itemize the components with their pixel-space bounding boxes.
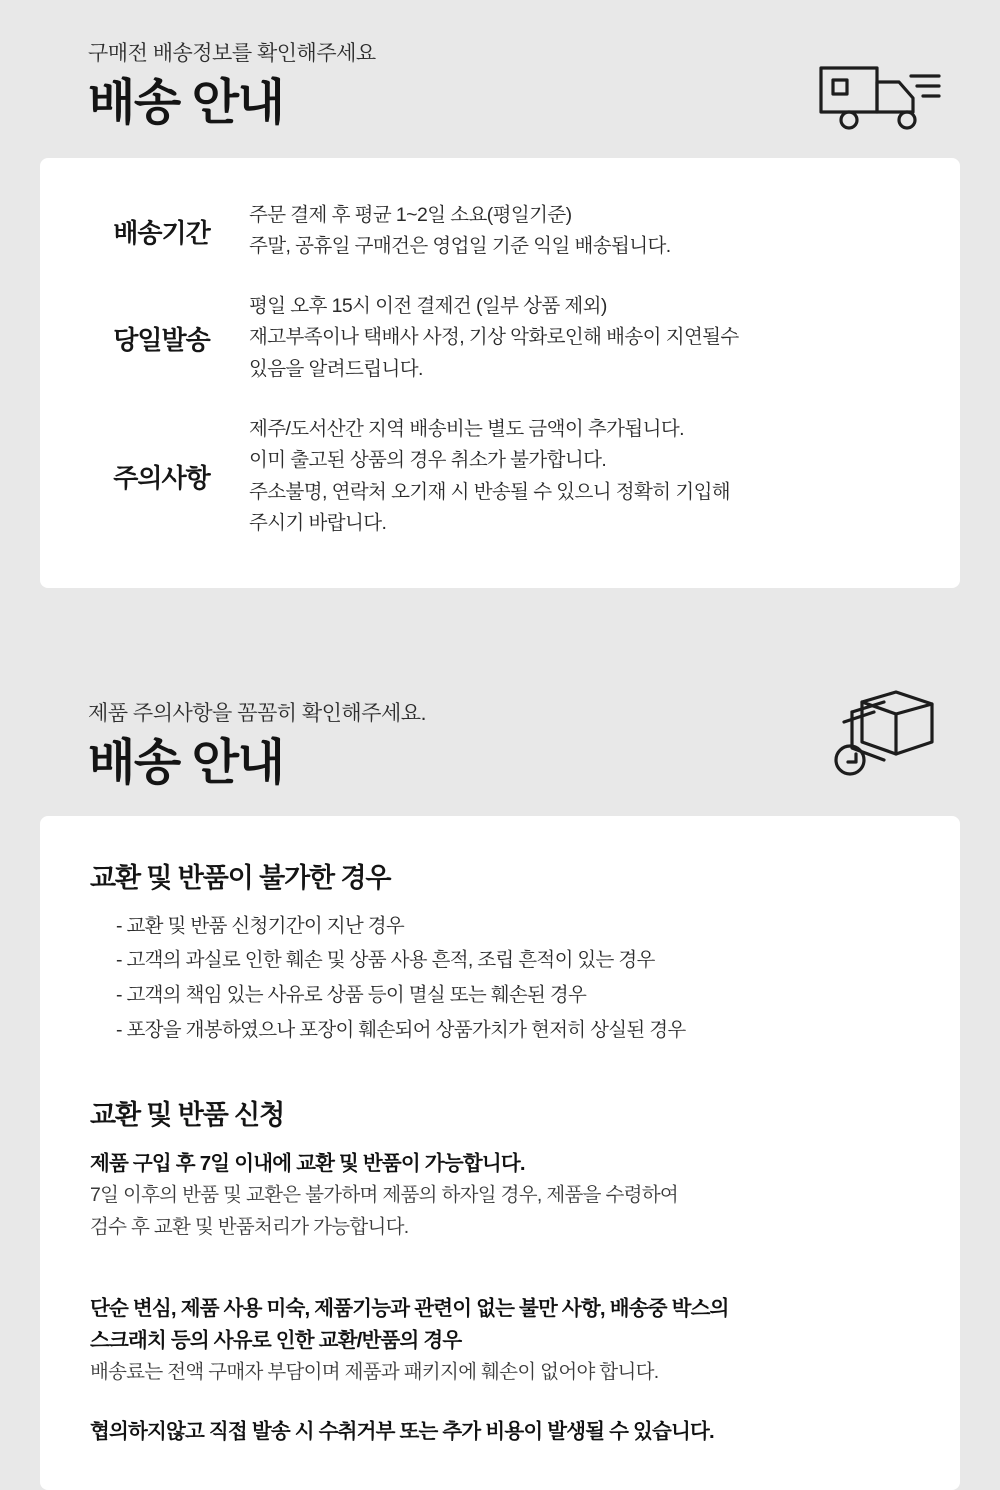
row-label: 배송기간 <box>113 217 210 248</box>
row-line: 평일 오후 15시 이전 결제건 (일부 상품 제외) <box>249 294 607 317</box>
direct-shipping-warning: 협의하지않고 직접 발송 시 수취거부 또는 추가 비용이 발생될 수 있습니다. <box>90 1420 714 1444</box>
row-line: 이미 출고된 상품의 경우 취소가 불가합니다. <box>249 449 607 472</box>
return-period-paragraph <box>90 1148 910 1243</box>
table-row <box>74 400 926 554</box>
row-line: 제주/도서산간 지역 배송비는 별도 금액이 추가됩니다. <box>249 417 684 440</box>
return-request-title: 교환 및 반품 신청 <box>90 1100 285 1131</box>
row-line: 주소불명, 연락처 오기재 시 반송될 수 있으니 정확히 기입해 <box>249 480 731 503</box>
return-policy-card <box>40 816 960 1490</box>
list-item: - 포장을 개봉하였으나 포장이 훼손되어 상품가치가 현저히 상실된 경우 <box>116 1018 686 1041</box>
delivery-subtitle: 구매전 배송정보를 확인해주세요 <box>88 42 376 65</box>
buyer-fee-text: 배송료는 전액 구매자 부담이며 제품과 패키지에 훼손이 없어야 합니다. <box>90 1360 659 1383</box>
no-return-cases-list <box>116 909 910 1048</box>
return-subtitle: 제품 주의사항을 꼼꼼히 확인해주세요. <box>88 702 426 725</box>
list-item: - 교환 및 반품 신청기간이 지난 경우 <box>116 914 405 937</box>
list-item: - 고객의 책임 있는 사유로 상품 등이 멸실 또는 훼손된 경우 <box>116 984 587 1007</box>
buyer-fee-paragraph <box>90 1293 910 1388</box>
row-body <box>249 200 926 263</box>
spacer <box>90 1388 910 1414</box>
row-line: 주시기 바랍니다. <box>249 512 387 535</box>
return-title: 배송 안내 <box>88 736 284 791</box>
return-section <box>0 660 1000 1490</box>
table-row <box>74 277 926 400</box>
row-label: 당일발송 <box>113 324 210 355</box>
delivery-info-card <box>40 158 960 588</box>
return-period-line1: 7일 이후의 반품 및 교환은 불가하며 제품의 하자일 경우, 제품을 수령하여 <box>90 1184 679 1207</box>
row-body <box>249 291 926 386</box>
row-line: 있음을 알려드립니다. <box>249 357 423 380</box>
return-box-icon <box>822 686 942 786</box>
return-period-headline: 제품 구입 후 7일 이내에 교환 및 반품이 가능합니다. <box>90 1152 525 1176</box>
row-line: 주말, 공휴일 구매건은 영업일 기준 익일 배송됩니다. <box>249 235 671 258</box>
buyer-fee-headline-line2: 스크래치 등의 사유로 인한 교환/반품의 경우 <box>90 1329 462 1353</box>
no-return-cases-title: 교환 및 반품이 불가한 경우 <box>90 862 391 893</box>
delivery-title: 배송 안내 <box>88 76 284 131</box>
return-period-line2: 검수 후 교환 및 반품처리가 가능합니다. <box>90 1215 409 1238</box>
list-item: - 고객의 과실로 인한 훼손 및 상품 사용 흔적, 조립 흔적이 있는 경우 <box>116 949 655 972</box>
row-label: 주의사항 <box>113 463 210 494</box>
row-line: 재고부족이나 택배사 사정, 기상 악화로인해 배송이 지연될수 <box>249 326 739 349</box>
buyer-fee-headline-line1: 단순 변심, 제품 사용 미숙, 제품기능과 관련이 없는 불만 사항, 배송중 박스의 <box>90 1297 729 1321</box>
table-row <box>74 186 926 277</box>
row-body <box>249 414 926 540</box>
delivery-section <box>0 0 1000 588</box>
delivery-header <box>0 0 1000 132</box>
delivery-truck-icon <box>815 56 945 136</box>
return-header <box>0 660 1000 792</box>
row-line: 주문 결제 후 평균 1~2일 소요(평일기준) <box>249 203 572 226</box>
spacer <box>90 1243 910 1277</box>
